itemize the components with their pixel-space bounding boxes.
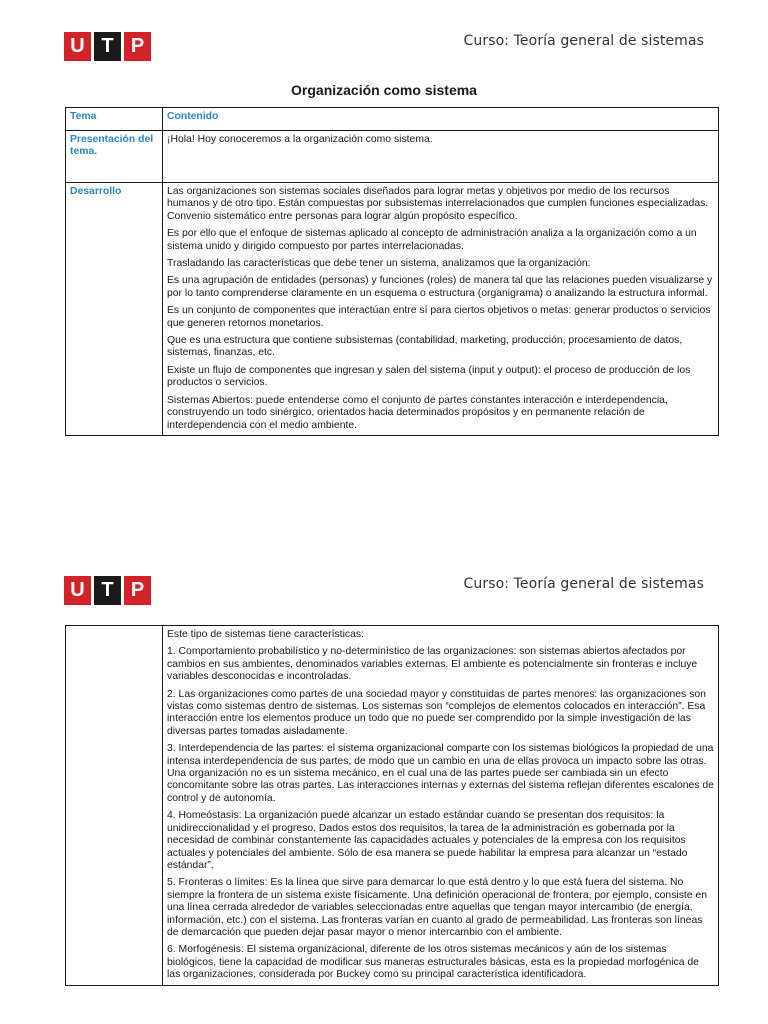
table-row [66,626,719,986]
header-contenido: Contenido [163,108,719,131]
paragraph: 5. Fronteras o límites: Es la línea que sirve para demarcar lo que está dentro y lo que está fuera del sistema. No siempre la frontera de un sistema existe físicamente. Una definición operacional de frontera, por ejemplo, consiste en una línea cerrada alrededor de variables seleccionadas entre aquellas que tengan mayor intercambio (de energía, información, etc.) con el sistema. Las fronteras varían en cuanto al grado de permeabilidad. Las fronteras son líneas de demarcación que pueden dejar pasar mayor o menor intercambio con el ambiente. [167,877,708,938]
page-gap [0,470,768,560]
page-title: Organización como sistema [291,82,477,98]
header-tema: Tema [66,108,163,131]
logo-letter-t: T [94,32,121,61]
row-contenido [163,131,719,183]
paragraph: 2. Las organizaciones como partes de una sociedad mayor y constituidas de partes menores: las organizaciones son vistas como sistemas dentro de sistemas. Los sistemas son “complejos de elementos colocados en interacción”. Esa interacción entre los elementos produce un todo que no puede ser comprendido por la simple investigación de las diversas partes tomadas aisladamente. [167,688,706,737]
logo-letter-u: U [64,32,91,61]
utp-logo [64,576,151,605]
paragraph: Trasladando las características que debe tener un sistema, analizamos que la organización: [167,258,591,270]
paragraph: ¡Hola! Hoy conoceremos a la organización como sistema. [167,134,433,145]
paragraph: Las organizaciones son sistemas sociales diseñados para lograr metas y objetivos por medio de los recursos humanos y de otro tipo. Están compuestas por subsistemas interrelacionados que cumplen funciones especializadas. Convenio sistemático entre personas para lograr algún propósito específico. [167,186,709,222]
utp-logo [64,32,151,61]
paragraph: Es un conjunto de componentes que interactúan entre sí para ciertos objetivos o metas: generar productos o servicios que generen retornos monetarios. [167,305,711,329]
document-page-2 [0,560,768,1024]
course-title: Curso: Teoría general de sistemas [463,33,704,49]
paragraph: Este tipo de sistemas tiene características: [167,629,364,640]
row-tema: Desarrollo [66,183,163,436]
paragraph: Es una agrupación de entidades (personas) y funciones (roles) de manera tal que las relaciones pueden visualizarse y por lo tanto comprenderse claramente en un esquema o estructura (organigrama) o analizando la estructura informal. [167,275,713,299]
row-contenido [163,183,719,436]
table-row [66,183,719,436]
content-table-continued [65,625,719,986]
logo-letter-t: T [94,576,121,605]
content-table [65,107,719,436]
paragraph: Es por ello que el enfoque de sistemas aplicado al concepto de administración analiza a la organización como a un sistema unido y dirigido compuesto por partes interrelacionadas. [167,228,697,252]
paragraph: 1. Comportamiento probabilístico y no-determinístico de las organizaciones: son sistemas abiertos afectados por cambios en sus ambientes, denominados variables externas. El ambiente es potencialmente sin fronteras e incluye variables desconocidas e incontroladas. [167,646,698,683]
table-header-row [66,108,719,131]
logo-letter-p: P [124,576,151,605]
paragraph: 6. Morfogénesis: El sistema organizacional, diferente de los otros sistemas mecánicos y aún de los sistemas biológicos, tiene la capacidad de modificar sus maneras estructurales básicas, esta es la propiedad morfogénica de las organizaciones, considerada por Buckey como su principal característica identificadora. [167,944,699,981]
row-tema-empty [66,626,163,986]
row-tema: Presentación del tema. [66,131,163,183]
paragraph: Que es una estructura que contiene subsistemas (contabilidad, marketing, producción, procesamiento de datos, sistemas, finanzas, etc. [167,335,683,359]
paragraph: Sistemas Abiertos: puede entenderse como el conjunto de partes constantes interacción e interdependencia, construyendo un todo sinérgico, orientados hacia determinados propósitos y en permanente relación de interdependencia con el medio ambiente. [167,394,668,431]
logo-letter-u: U [64,576,91,605]
row-contenido [163,626,719,986]
table-row [66,131,719,183]
paragraph: 4. Homeóstasis: La organización puede alcanzar un estado estándar cuando se presentan dos requisitos: la unidireccionalidad y el progreso. Dados estos dos requisitos, la tarea de la administración es gobernada por la necesidad de combinar constantemente las capacidades actuales y potenciales de la empresa con los requisitos actuales y potenciales del ambiente. Sólo de esa manera se puede habilitar la empresa para alcanzar un “estado estándar”. [167,810,688,871]
paragraph: 3. Interdependencia de las partes: el sistema organizacional comparte con los sistemas biológicos la propiedad de una intensa interdependencia de sus partes, de modo que un cambio en una de ellas provoca un impacto sobre las otras. Una organización no es un sistema mecánico, en el cual una de las partes puede ser cambiada sin un efecto concomitante sobre las otras partes. Las interacciones internas y externas del sistema reflejan diferentes escalones de control y de autonomía. [167,743,714,804]
logo-letter-p: P [124,32,151,61]
paragraph: Existe un flujo de componentes que ingresan y salen del sistema (input y output): el proceso de producción de los productos o servicios. [167,364,691,389]
course-title: Curso: Teoría general de sistemas [463,576,704,592]
